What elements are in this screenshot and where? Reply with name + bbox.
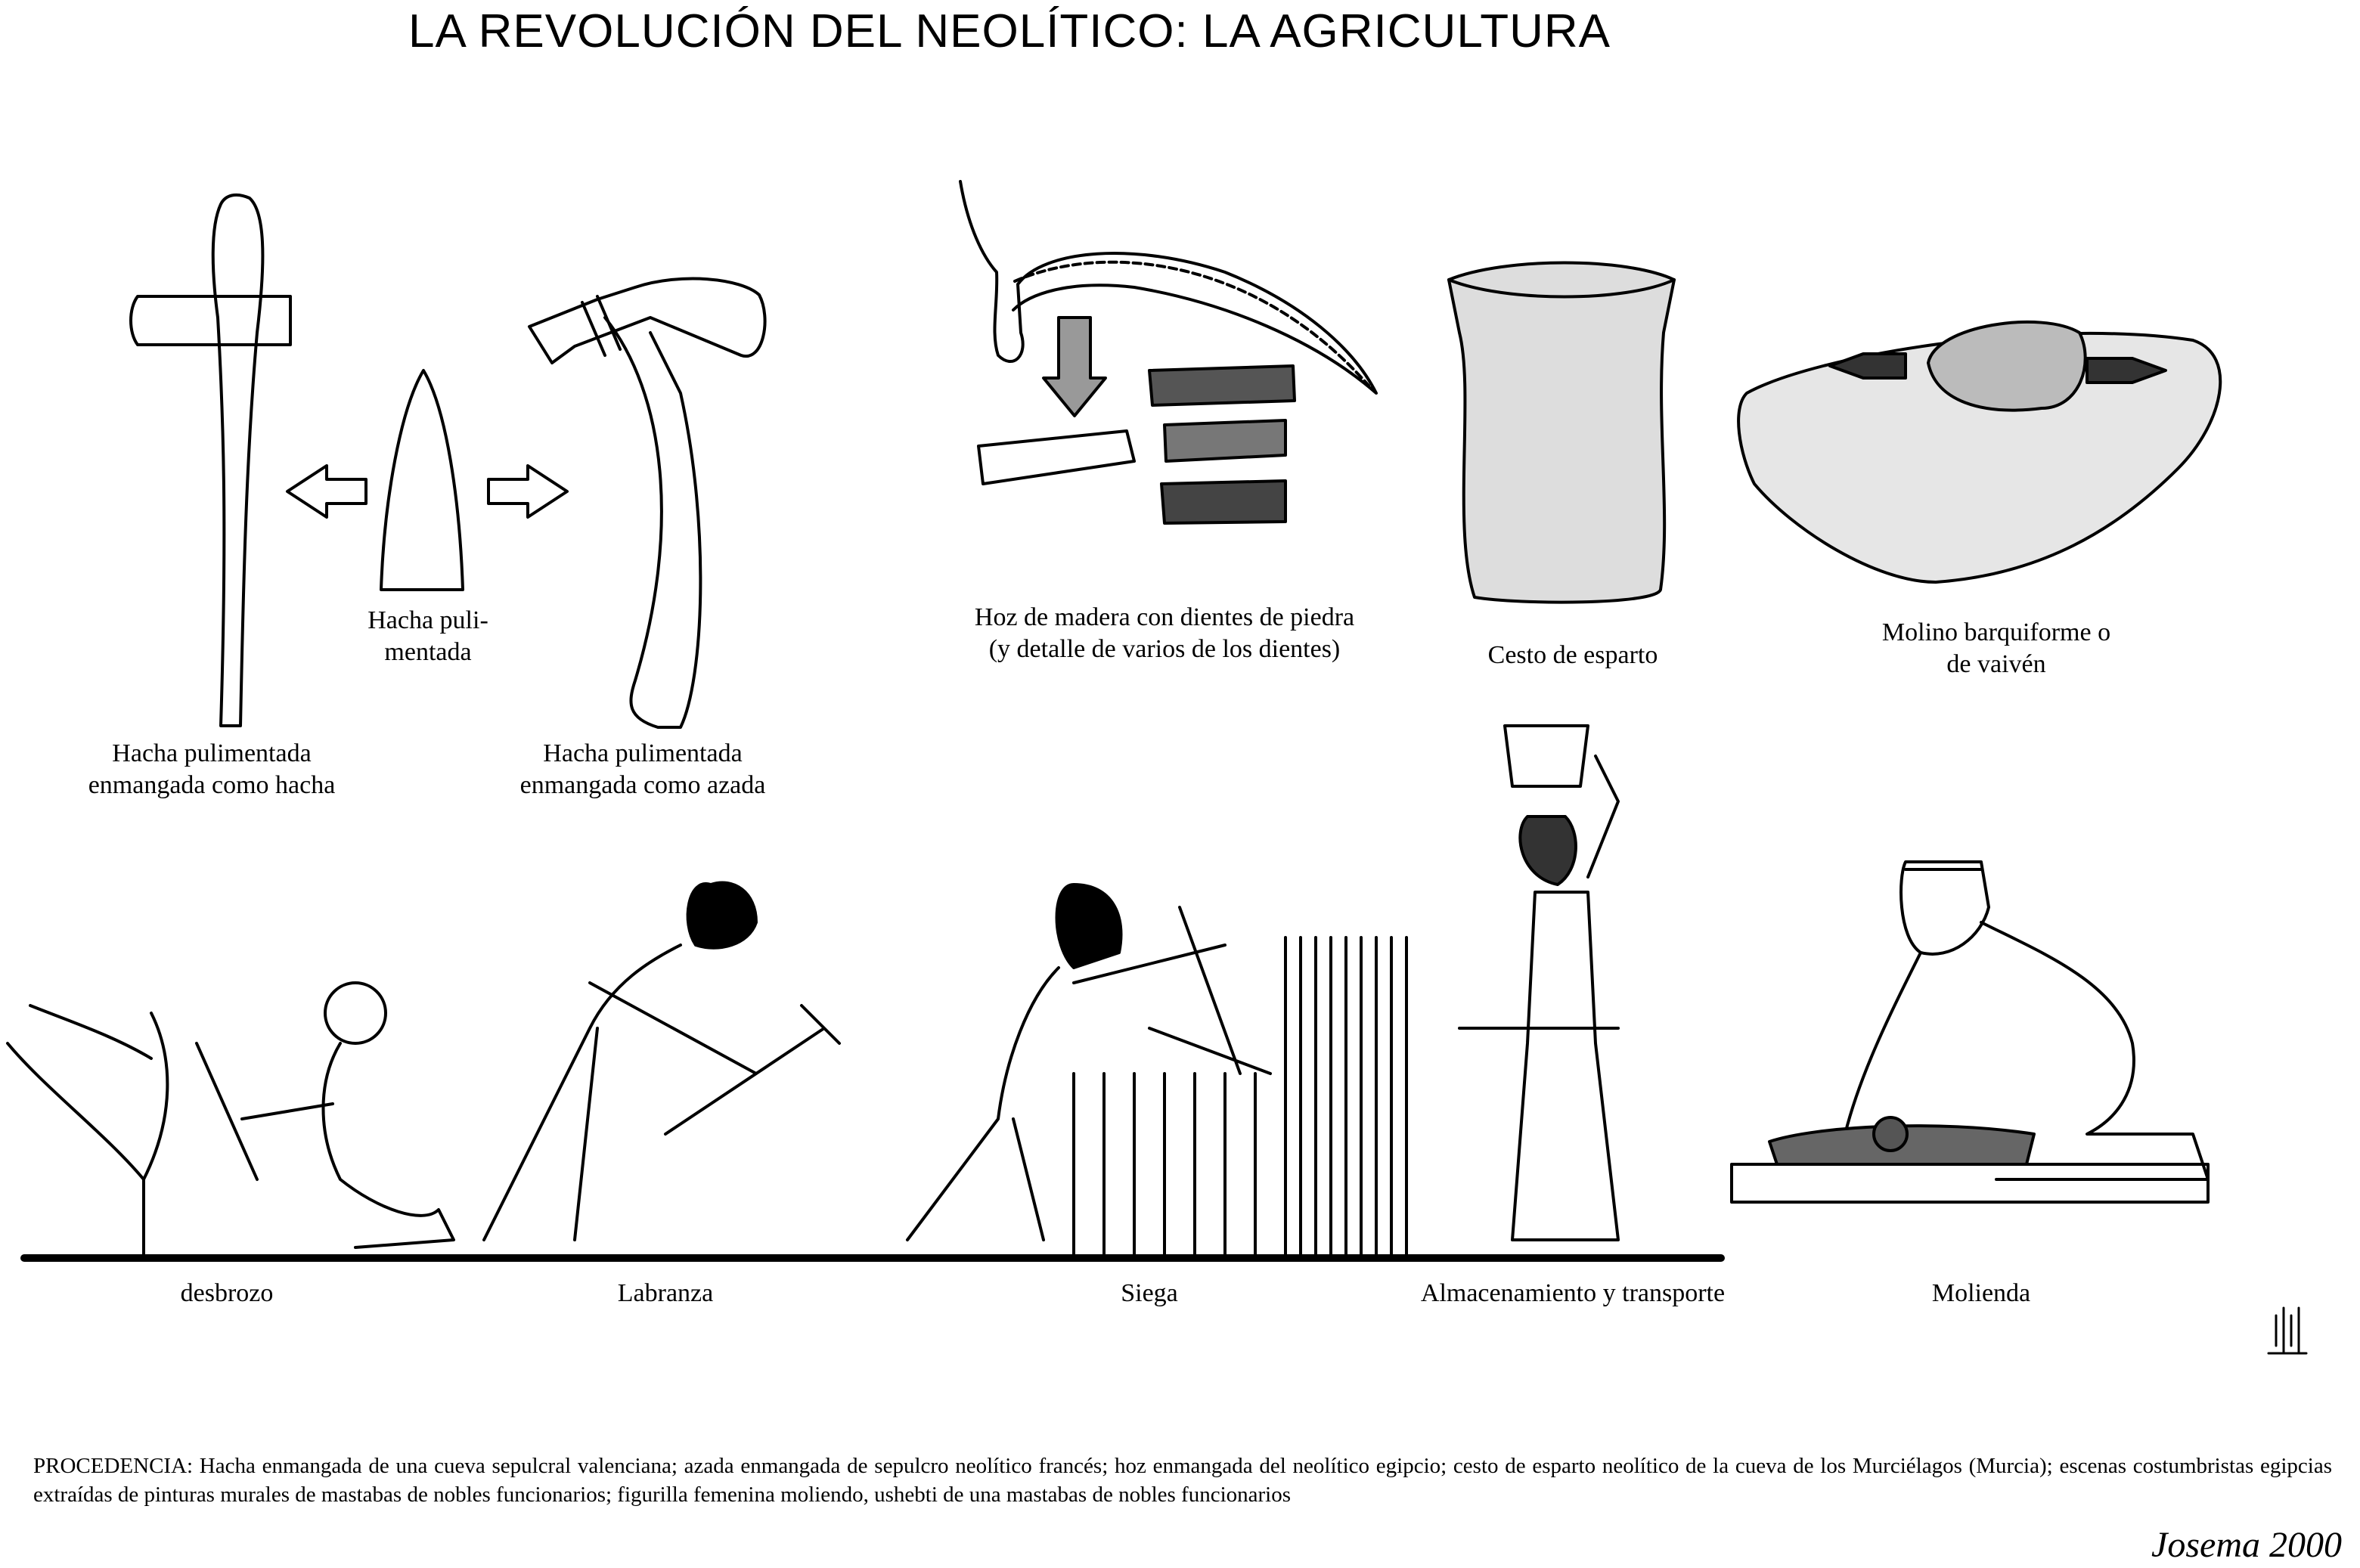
hacha-azada-caption: Hacha pulimentada enmangada como azada — [519, 739, 766, 799]
scene-label-molienda: Molienda — [1931, 1279, 2031, 1307]
desbrozo-scene-drawing — [8, 983, 454, 1258]
cesto-drawing — [1449, 263, 1674, 603]
hacha-enmangada-hacha-drawing — [131, 195, 290, 726]
labranza-scene-drawing — [484, 882, 839, 1240]
hoz-drawing — [960, 181, 1376, 393]
hoz-dientes-drawing — [978, 366, 1295, 523]
cesto-caption: Cesto de esparto — [1487, 641, 1658, 669]
author-signature: Josema 2000 — [2151, 1525, 2342, 1565]
almacenamiento-scene-drawing — [1459, 726, 1618, 1240]
hacha-enmangada-azada-drawing — [529, 279, 765, 727]
scene-label-almacenamiento: Almacenamiento y transporte — [1420, 1279, 1726, 1307]
author-monogram-icon — [2269, 1308, 2306, 1353]
arrow-down-icon — [1044, 318, 1106, 416]
siega-scene-drawing — [907, 885, 1406, 1255]
hacha-pulimentada-drawing — [381, 370, 463, 590]
molienda-scene-drawing — [1732, 862, 2208, 1202]
hacha-pulimentada-caption: Hacha puli- mentada — [367, 606, 488, 666]
procedencia-footnote: PROCEDENCIA: Hacha enmangada de una cueva sepulcral valenciana; azada enmangada de sepulcro neolítico francés; hoz enmangada del neolítico egipcio; cesto de esparto neolítico de la cueva de los Murciélagos (Murcia); escenas costumbristas egipcias extraídas de pinturas murales de mastabas de nobles funcionarios; figurilla femenina moliendo, ushebti de una mastabas de nobles funcionarios — [33, 1454, 2332, 1507]
arrow-left-icon — [287, 466, 366, 517]
molino-caption: Molino barquiforme o de vaivén — [1881, 618, 2111, 678]
hoz-caption: Hoz de madera con dientes de piedra (y detalle de varios de los dientes) — [974, 603, 1355, 663]
scene-label-desbrozo: desbrozo — [180, 1279, 274, 1307]
scene-label-labranza: Labranza — [617, 1279, 714, 1307]
page-title: LA REVOLUCIÓN DEL NEOLÍTICO: LA AGRICULTURA — [408, 5, 1611, 57]
scene-label-siega: Siega — [1121, 1279, 1178, 1307]
molino-drawing — [1738, 322, 2220, 582]
hacha-hacha-caption: Hacha pulimentada enmangada como hacha — [88, 739, 336, 799]
arrow-right-icon — [488, 466, 567, 517]
